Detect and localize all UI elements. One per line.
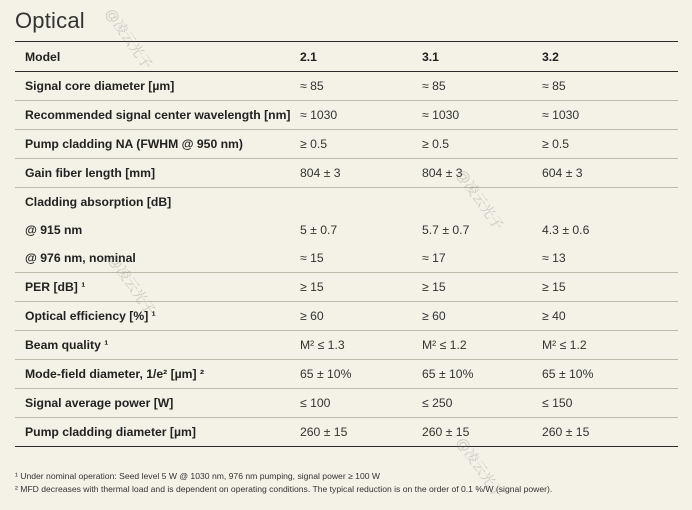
table-row xyxy=(15,389,678,418)
cell-value: ≤ 250 xyxy=(422,396,453,410)
watermark: @凌云光子 xyxy=(453,434,507,501)
cell-value: ≥ 60 xyxy=(300,309,324,323)
cell-value xyxy=(290,188,412,217)
row-label: @ 976 nm, nominal xyxy=(25,251,136,265)
row-label: Pump cladding diameter [µm] xyxy=(25,425,196,439)
cell-value: ≈ 1030 xyxy=(542,108,580,122)
cell-value: ≈ 13 xyxy=(542,251,566,265)
cell-value: M² ≤ 1.2 xyxy=(422,338,467,352)
cell-value: 260 ± 15 xyxy=(300,425,348,439)
cell-value: ≈ 85 xyxy=(542,79,566,93)
table-row xyxy=(15,130,678,159)
table-row xyxy=(15,302,678,331)
watermark: @凌云光子 xyxy=(105,251,159,318)
cell-value: 4.3 ± 0.6 xyxy=(542,223,590,237)
cell-value xyxy=(532,188,678,217)
cell-value: ≈ 1030 xyxy=(422,108,460,122)
table-row xyxy=(15,72,678,101)
cell-value: M² ≤ 1.3 xyxy=(300,338,345,352)
optical-spec-table xyxy=(15,41,678,447)
cell-value xyxy=(412,188,532,217)
cell-value: ≥ 15 xyxy=(300,280,324,294)
table-row xyxy=(15,244,678,273)
row-label: Optical efficiency [%] ¹ xyxy=(25,309,156,323)
header-model: Model xyxy=(25,49,61,64)
cell-value: ≈ 1030 xyxy=(300,108,338,122)
cell-value: ≈ 85 xyxy=(422,79,446,93)
footnote-1: ¹ Under nominal operation: Seed level 5 W @ 1030 nm, 976 nm pumping, signal power ≥ 100 W xyxy=(15,471,381,481)
header-3-2: 3.2 xyxy=(542,49,559,64)
table-row xyxy=(15,159,678,188)
row-label: Beam quality ¹ xyxy=(25,338,109,352)
table-row xyxy=(15,273,678,302)
row-label: Signal core diameter [µm] xyxy=(25,79,175,93)
footnotes xyxy=(15,470,685,496)
cell-value: ≤ 100 xyxy=(300,396,331,410)
table-row xyxy=(15,188,678,217)
row-label: Cladding absorption [dB] xyxy=(25,195,172,209)
row-label: Mode-field diameter, 1/e² [µm] ² xyxy=(25,367,205,381)
table-row xyxy=(15,216,678,244)
cell-value: 260 ± 15 xyxy=(542,425,590,439)
cell-value: 604 ± 3 xyxy=(542,166,583,180)
watermark: @凌云光子 xyxy=(453,166,507,233)
cell-value: ≥ 15 xyxy=(542,280,566,294)
header-3-1: 3.1 xyxy=(422,49,439,64)
cell-value: ≥ 0.5 xyxy=(542,137,570,151)
cell-value: ≥ 15 xyxy=(422,280,446,294)
row-label: Gain fiber length [mm] xyxy=(25,166,156,180)
cell-value: M² ≤ 1.2 xyxy=(542,338,587,352)
watermark: @凌云光子 xyxy=(102,5,156,72)
row-label: @ 915 nm xyxy=(25,223,83,237)
cell-value: ≈ 15 xyxy=(300,251,324,265)
row-label: PER [dB] ¹ xyxy=(25,280,86,294)
table-row xyxy=(15,331,678,360)
cell-value: 65 ± 10% xyxy=(542,367,594,381)
section-title: Optical xyxy=(15,8,85,33)
cell-value: 804 ± 3 xyxy=(422,166,463,180)
cell-value: ≈ 85 xyxy=(300,79,324,93)
footnote-2: ² MFD decreases with thermal load and is dependent on operating conditions. The typical reduction is on the order of 0.1 %/W (signal power). xyxy=(15,484,553,494)
table-row xyxy=(15,418,678,447)
cell-value: 260 ± 15 xyxy=(422,425,470,439)
cell-value: 65 ± 10% xyxy=(422,367,474,381)
cell-value: 5 ± 0.7 xyxy=(300,223,338,237)
cell-value: 65 ± 10% xyxy=(300,367,352,381)
cell-value: ≥ 40 xyxy=(542,309,566,323)
cell-value: ≥ 0.5 xyxy=(300,137,328,151)
cell-value: ≥ 60 xyxy=(422,309,446,323)
cell-value: ≤ 150 xyxy=(542,396,573,410)
table-row xyxy=(15,101,678,130)
table-header-row xyxy=(15,42,678,72)
row-label: Recommended signal center wavelength [nm] xyxy=(25,108,291,122)
table-row xyxy=(15,360,678,389)
row-label: Pump cladding NA (FWHM @ 950 nm) xyxy=(25,137,243,151)
row-label: Signal average power [W] xyxy=(25,396,174,410)
cell-value: 5.7 ± 0.7 xyxy=(422,223,470,237)
cell-value: ≥ 0.5 xyxy=(422,137,450,151)
cell-value: 804 ± 3 xyxy=(300,166,341,180)
header-2-1: 2.1 xyxy=(300,49,317,64)
cell-value: ≈ 17 xyxy=(422,251,446,265)
